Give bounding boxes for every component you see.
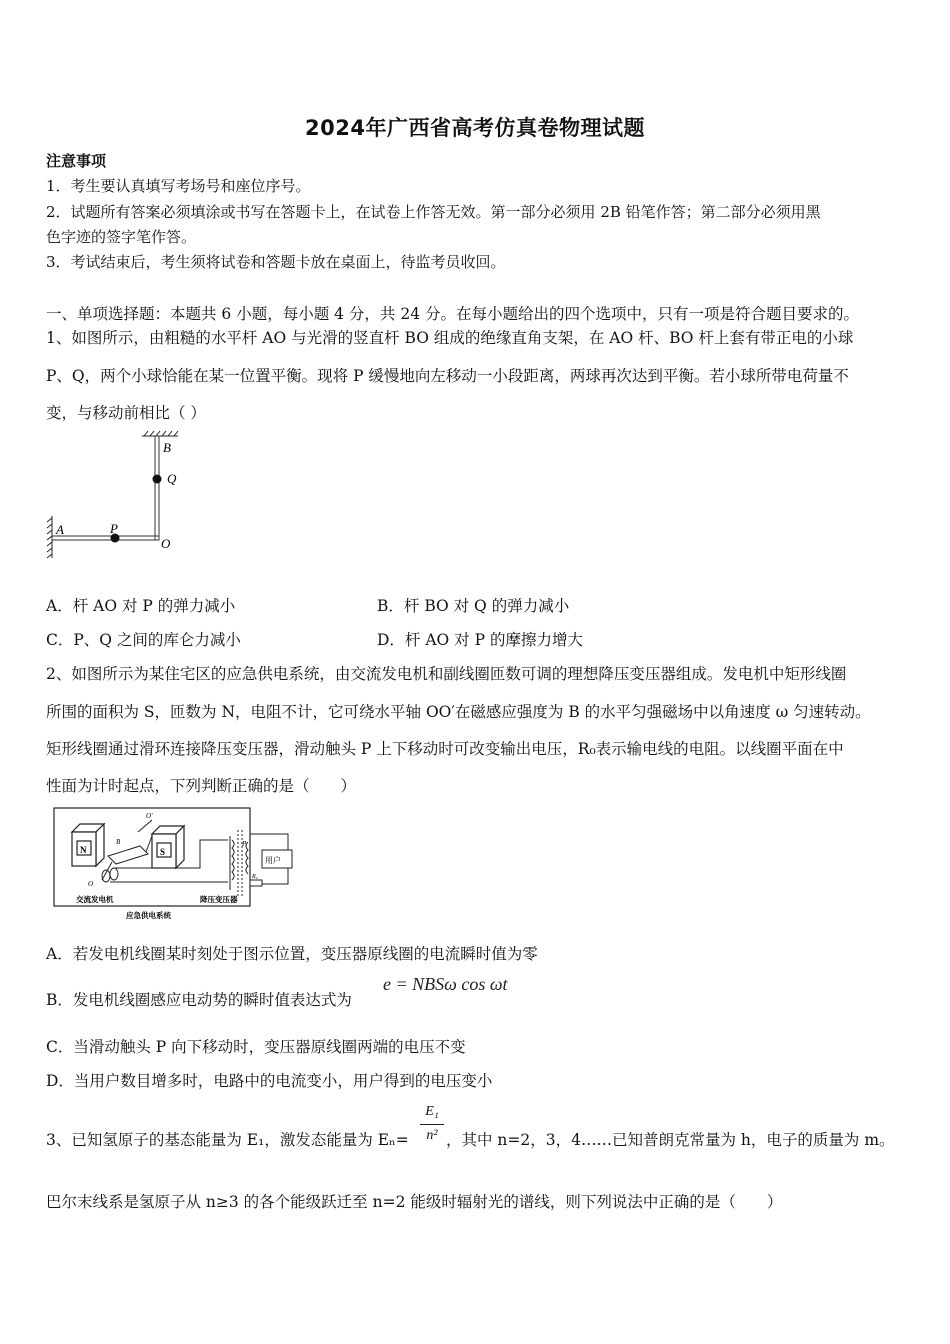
ceiling-hatch: [142, 431, 178, 436]
question-3-text: 3、已知氢原子的基态能量为 E₁，激发态能量为 Eₙ=: [46, 1131, 409, 1149]
magnet-s: [152, 826, 184, 868]
label-n: N: [80, 845, 87, 855]
option-d[interactable]: D．杆 AO 对 P 的摩擦力增大: [377, 631, 583, 649]
coil: [102, 820, 152, 880]
question-1-text: 变，与移动前相比（ ）: [46, 404, 206, 422]
wall-hatch: [47, 516, 52, 558]
question-1-text: 1、如图所示，由粗糙的水平杆 AO 与光滑的竖直杆 BO 组成的绝缘直角支架，在 AO 杆、BO 杆上套有带正电的小球: [46, 329, 854, 347]
question-3-text: ，其中 n=2，3，4……已知普朗克常量为 h，电子的质量为 m。: [446, 1131, 895, 1149]
question-1-text: P、Q，两个小球恰能在某一位置平衡。现将 P 缓慢地向左移动一小段距离，两球再次达到平衡。若小球所带电荷量不: [46, 367, 849, 385]
notice-item: 2．试题所有答案必须填涂或书写在答题卡上，在试卷上作答无效。第一部分必须用 2B 铅笔作答；第二部分必须用黑: [46, 203, 821, 221]
question-2-text: 性面为计时起点，下列判断正确的是（ ）: [46, 777, 357, 795]
label-r0: R₀: [252, 874, 258, 880]
label-q: Q: [167, 471, 177, 486]
figure-caption: 应急供电系统: [126, 911, 171, 920]
label-p-slider: P: [242, 840, 247, 848]
label-b: B: [163, 440, 171, 455]
notice-item: 3．考试结束后，考生须将试卷和答题卡放在桌面上，待监考员收回。: [46, 253, 506, 271]
option-d[interactable]: D．当用户数目增多时，电路中的电流变小，用户得到的电压变小: [46, 1072, 493, 1090]
page-title: 2024年广西省高考仿真卷物理试题: [305, 116, 645, 140]
label-s: S: [160, 847, 166, 857]
rod-bo: [155, 436, 159, 540]
section-heading: 一、单项选择题：本题共 6 小题，每小题 4 分，共 24 分。在每小题给出的四个选项中，只有一项是符合题目要求的。: [46, 305, 860, 323]
question-2-text: 所围的面积为 S，匝数为 N，电阻不计，它可绕水平轴 OO′在磁感应强度为 B 的水平匀强磁场中以角速度 ω 匀速转动。: [46, 703, 871, 721]
question-2-text: 矩形线圈通过滑环连接降压变压器，滑动触头 P 上下移动时可改变输出电压，R₀表示输电线的电阻。以线圈平面在中: [46, 740, 844, 758]
notice-heading: 注意事项: [46, 152, 107, 170]
label-transformer: 降压变压器: [200, 895, 238, 904]
option-b[interactable]: B．杆 BO 对 Q 的弹力减小: [377, 597, 570, 615]
option-c[interactable]: C．P、Q 之间的库仑力减小: [46, 631, 241, 649]
option-b[interactable]: B．发电机线圈感应电动势的瞬时值表达式为: [46, 991, 352, 1009]
label-a: A: [56, 522, 64, 537]
label-o2: O′: [146, 812, 153, 820]
question-1-figure: [44, 430, 204, 560]
fraction-denominator: n²: [426, 1128, 438, 1143]
label-p: P: [110, 521, 118, 536]
formula-emf: e = NBSω cos ωt: [383, 974, 508, 994]
notice-item: 色字迹的签字笔作答。: [46, 228, 197, 246]
option-c[interactable]: C．当滑动触头 P 向下移动时，变压器原线圈两端的电压不变: [46, 1038, 466, 1056]
fraction-bar: [420, 1124, 444, 1125]
notice-item: 1．考生要认真填写考场号和座位序号。: [46, 177, 311, 195]
label-o1: O: [88, 880, 94, 888]
question-2-text: 2、如图所示为某住宅区的应急供电系统，由交流发电机和副线圈匝数可调的理想降压变压器组成。发电机中矩形线圈: [46, 665, 847, 683]
label-user: 用户: [265, 856, 281, 865]
question-2-figure: [52, 806, 302, 924]
label-o: O: [161, 536, 171, 551]
resistor-r0: [250, 880, 262, 886]
label-b-small: B: [116, 838, 121, 846]
label-generator: 交流发电机: [76, 895, 114, 904]
question-3-text: 巴尔末线系是氢原子从 n≥3 的各个能级跃迁至 n=2 能级时辐射光的谱线，则下列说法中正确的是（ ）: [46, 1193, 783, 1211]
option-a[interactable]: A．杆 AO 对 P 的弹力减小: [46, 597, 236, 615]
ball-q: [153, 475, 162, 484]
fraction-numerator: E₁: [425, 1104, 439, 1119]
option-a[interactable]: A．若发电机线圈某时刻处于图示位置，变压器原线圈的电流瞬时值为零: [46, 945, 538, 963]
rod-ao: [52, 536, 159, 540]
magnet-n: [72, 824, 104, 866]
